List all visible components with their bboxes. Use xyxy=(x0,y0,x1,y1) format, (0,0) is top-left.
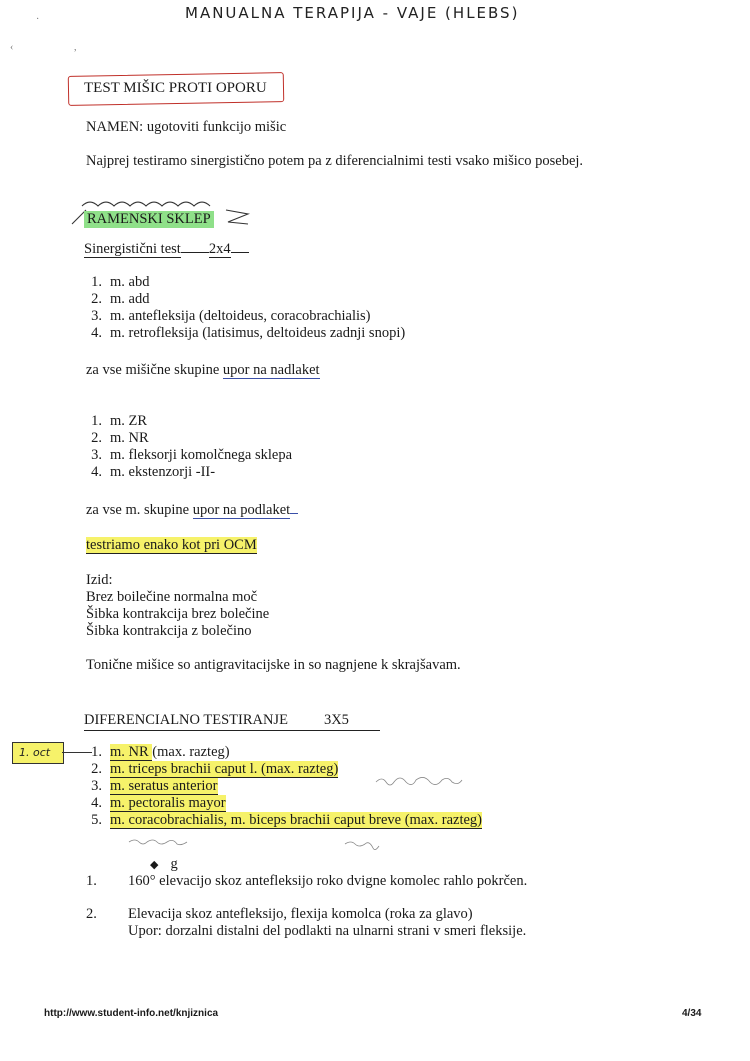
list-item: 4. m. ekstenzorji -II- xyxy=(91,464,216,480)
pencil-scribble-icon xyxy=(372,770,482,790)
diamond-bullet-icon: ◆ xyxy=(150,859,159,871)
list-item: 1. m. abd xyxy=(91,274,150,290)
izid-line: Brez boilečine normalna moč xyxy=(86,589,258,605)
sinergisticni-reps: 2x4 xyxy=(208,241,231,257)
list-item: 1. m. NR (max. razteg) xyxy=(91,744,230,760)
note-podlaket: za vse m. skupine upor na podlaket xyxy=(86,502,298,519)
list-item: 2. m. NR xyxy=(91,430,149,446)
section-title-ramenski-sklep: RAMENSKI SKLEP xyxy=(84,211,214,228)
stray-mark: ‹ xyxy=(10,42,14,53)
pencil-scribble-icon xyxy=(125,834,395,854)
step-2-line-2: Upor: dorzalni distalni del podlakti na ulnarni strani v smeri fleksije. xyxy=(128,923,527,939)
stray-mark: · xyxy=(36,14,40,25)
step-2: 2. Elevacija skoz antefleksijo, flexija komolca (roka za glavo) xyxy=(86,906,473,922)
ocm-note: testriamo enako kot pri OCM xyxy=(86,537,257,553)
handwritten-header: MANUALNA TERAPIJA - VAJE (HLEBS) xyxy=(185,4,520,22)
bullet-line: ◆ g xyxy=(150,856,178,872)
izid-line: Šibka kontrakcija z bolečino xyxy=(86,623,252,639)
step-1: 1. 160° elevacijo skoz antefleksijo roko dvigne komolec rahlo pokrčen. xyxy=(86,873,528,889)
footer-page-number: 4/34 xyxy=(682,1008,702,1019)
list-item: 2. m. triceps brachii caput l. (max. razteg) xyxy=(91,761,339,777)
list-item: 5. m. coracobrachialis, m. biceps brachii caput breve (max. razteg) xyxy=(91,812,482,828)
list-item: 1. m. ZR xyxy=(91,413,148,429)
margin-note-box: 1. oct xyxy=(12,742,64,764)
diff-heading: DIFERENCIALNO TESTIRANJE 3X5 xyxy=(84,712,349,728)
tonic-note: Tonične mišice so antigravitacijske in so nagnjene k skrajšavam. xyxy=(86,657,461,673)
list-item: 3. m. antefleksija (deltoideus, coracobrachialis) xyxy=(91,308,371,324)
sinergisticni-label: Sinergistični test xyxy=(84,241,181,257)
list-synergistic xyxy=(76,274,405,342)
list-item: 2. m. add xyxy=(91,291,150,307)
izid-line: Šibka kontrakcija brez bolečine xyxy=(86,606,270,622)
list-item: 3. m. seratus anterior xyxy=(91,778,218,794)
list-item: 4. m. retrofleksija (latisimus, deltoideus zadnji snopi) xyxy=(91,325,406,341)
footer-url[interactable]: http://www.student-info.net/knjiznica xyxy=(44,1008,219,1019)
intro-paragraph: Najprej testiramo sinergistično potem pa z diferencialnimi testi vsako mišico posebej. xyxy=(86,153,584,169)
list-item: 3. m. fleksorji komolčnega sklepa xyxy=(91,447,293,463)
sinergisticni-heading xyxy=(84,241,249,258)
izid-title: Izid: xyxy=(86,572,113,588)
list-item: 4. m. pectoralis mayor xyxy=(91,795,226,811)
diff-underline xyxy=(84,730,380,731)
page-title: TEST MIŠIC PROTI OPORU xyxy=(84,80,267,96)
stray-mark: , xyxy=(74,42,77,53)
namen-line: NAMEN: ugotoviti funkcijo mišic xyxy=(86,119,287,135)
note-nadlaket: za vse mišične skupine upor na nadlaket xyxy=(86,362,320,378)
list-forearm xyxy=(76,413,292,481)
